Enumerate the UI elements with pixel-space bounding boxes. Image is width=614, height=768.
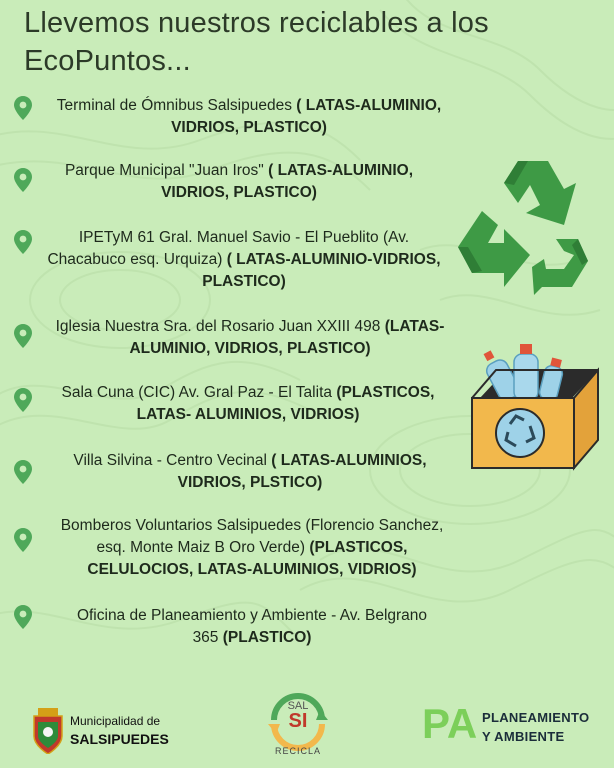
municipalidad-label: Municipalidad de (70, 714, 161, 728)
ecopunto-text (38, 160, 440, 204)
planeamiento-ambiente-logo (422, 700, 602, 750)
salsi-bottom-text: RECICLA (274, 746, 321, 756)
ecopunto-materials: (PLASTICO) (222, 629, 312, 646)
ecopunto-materials: ( LATAS-ALUMINIO, VIDRIOS, PLASTICO) (171, 97, 442, 136)
ecopunto-materials: (LATAS-ALUMINIO, VIDRIOS, PLASTICO) (129, 318, 445, 357)
ecopunto-materials: (PLASTICOS, LATAS- ALUMINIOS, VIDRIOS) (136, 384, 435, 423)
salsi-mid-text: SI (288, 710, 308, 732)
pa-line2: Y AMBIENTE (482, 729, 565, 744)
ecopunto-materials: ( LATAS-ALUMINIO, VIDRIOS, PLASTICO) (161, 162, 414, 201)
location-pin-icon (14, 324, 32, 348)
pa-mark: PA (422, 700, 478, 747)
ecopunto-text (48, 382, 448, 426)
coat-of-arms-icon (32, 708, 64, 754)
ecopunto-name: Villa Silvina - Centro Vecinal (73, 452, 267, 469)
ecopunto-name: Terminal de Ómnibus Salsipuedes (56, 97, 292, 114)
ecopunto-text (70, 605, 434, 649)
location-pin-icon (14, 388, 32, 412)
ecopunto-name: IPETyM 61 Gral. Manuel Savio - El Pueblito (Av. Chacabuco esq. Urquiza) (47, 229, 410, 268)
location-pin-icon (14, 168, 32, 192)
location-pin-icon (14, 230, 32, 254)
ecopunto-materials: ( LATAS-ALUMINIO-VIDRIOS, PLASTICO) (202, 251, 441, 290)
ecopunto-text (70, 450, 430, 494)
salsipuedes-label: SALSIPUEDES (70, 731, 169, 747)
ecopunto-materials: (PLASTICOS, CELULOCIOS, LATAS-ALUMINIOS, VIDRIOS) (87, 539, 417, 578)
ecopunto-text (52, 515, 452, 581)
ecopunto-text (52, 316, 448, 360)
ecopunto-name: Bomberos Voluntarios Salsipuedes (Florencio Sanchez, esq. Monte Maiz B Oro Verde) (60, 517, 444, 556)
location-pin-icon (14, 605, 32, 629)
ecopunto-name: Parque Municipal "Juan Iros" (64, 162, 264, 179)
ecopunto-name: Iglesia Nuestra Sra. del Rosario Juan XXIII 498 (55, 318, 381, 335)
ecopunto-materials: ( LATAS-ALUMINIOS, VIDRIOS, PLSTICO) (177, 452, 427, 491)
municipalidad-logo (32, 708, 172, 756)
salsi-top-text: SAL (287, 700, 309, 712)
location-pin-icon (14, 528, 32, 552)
pa-line1: PLANEAMIENTO (482, 710, 590, 725)
recycle-icon (452, 155, 594, 297)
page-title: Llevemos nuestros reciclables a los EcoPuntos... (24, 7, 489, 77)
salsi-recicla-logo (260, 680, 336, 760)
ecopunto-name: Sala Cuna (CIC) Av. Gral Paz - El Talita (61, 384, 332, 401)
ecopunto-text (44, 227, 444, 293)
recycling-bin-illustration (462, 340, 604, 475)
location-pin-icon (14, 460, 32, 484)
ecopunto-name: Oficina de Planeamiento y Ambiente - Av. Belgrano 365 (76, 607, 428, 646)
location-pin-icon (14, 96, 32, 120)
ecopunto-text (54, 95, 444, 139)
